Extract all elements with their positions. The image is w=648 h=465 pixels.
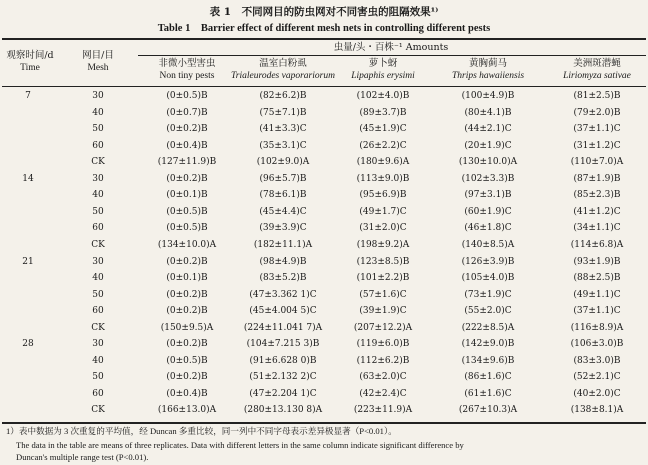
value-cell: (31±2.0)C	[359, 223, 407, 234]
mesh-cell: 30	[92, 91, 104, 101]
value-cell: (44±2.1)C	[464, 124, 512, 135]
value-cell: (223±11.9)A	[353, 405, 413, 416]
value-cell: (0±0.2)B	[166, 124, 208, 135]
mesh-cell: 40	[92, 355, 104, 366]
value-cell: (42±2.4)C	[359, 388, 407, 399]
mesh-cell: 50	[92, 124, 104, 135]
value-cell: (55±2.0)C	[464, 306, 512, 317]
value-cell: (73±1.9)C	[464, 289, 512, 300]
value-cell: (101±2.2)B	[356, 273, 410, 284]
header-rule	[2, 86, 646, 87]
value-cell: (0±0.2)B	[166, 306, 208, 317]
mesh-cell: CK	[91, 157, 105, 168]
value-cell: (116±8.9)A	[570, 322, 624, 333]
value-cell: (20±1.9)C	[464, 140, 512, 151]
mesh-cell: CK	[91, 239, 105, 250]
mesh-cell: 40	[92, 190, 104, 201]
pest-column-header	[331, 57, 435, 83]
value-cell: (51±2.132 2)C	[249, 372, 317, 383]
amount-rule	[138, 55, 646, 56]
value-cell: (37±1.1)C	[573, 306, 621, 317]
value-cell: (31±1.2)C	[573, 140, 621, 151]
value-cell: (180±9.6)A	[356, 157, 410, 168]
value-cell: (57±1.6)C	[359, 289, 407, 300]
value-cell: (119±6.0)B	[356, 339, 410, 350]
value-cell: (105±4.0)B	[461, 273, 515, 284]
value-cell: (142±9.0)B	[461, 339, 515, 350]
mesh-cell: 50	[92, 206, 104, 217]
value-cell: (0±0.5)B	[166, 206, 208, 217]
time-cell: 7	[25, 91, 31, 101]
value-cell: (88±2.5)B	[573, 273, 621, 284]
value-cell: (0±0.2)B	[166, 289, 208, 300]
value-cell: (98±4.9)B	[259, 256, 307, 267]
value-cell: (41±1.2)C	[573, 206, 621, 217]
value-cell: (130±10.0)A	[458, 157, 518, 168]
pest-name-cn: 美洲斑潜蝇	[573, 58, 621, 69]
value-cell: (79±2.0)B	[573, 107, 621, 118]
value-cell: (150±9.5)A	[160, 322, 214, 333]
value-cell: (85±2.3)B	[573, 190, 621, 201]
value-cell: (60±1.9)C	[464, 206, 512, 217]
value-cell: (0±0.4)B	[166, 388, 208, 399]
time-cell: 14	[22, 173, 34, 184]
time-header	[2, 49, 58, 75]
value-cell: (26±2.2)C	[359, 140, 407, 151]
value-cell: (140±8.5)A	[461, 239, 515, 250]
value-cell: (39±1.9)C	[359, 306, 407, 317]
footnote-en-line1: The data in the table are means of three replicates. Data with different letters in the same column indicate significant difference by	[16, 440, 464, 450]
mesh-cell: 30	[92, 173, 104, 184]
value-cell: (37±1.1)C	[573, 124, 621, 135]
mesh-cell: 60	[92, 223, 104, 234]
value-cell: (267±10.3)A	[458, 405, 518, 416]
value-cell: (45±1.9)C	[359, 124, 407, 135]
footnote-en-line2: Duncan's multiple range test (P<0.01).	[16, 452, 149, 462]
mesh-cell: 50	[92, 372, 104, 383]
mesh-cell: 30	[92, 256, 104, 267]
pest-column-header	[135, 57, 239, 83]
amount-header: 虫量/头・百株⁻¹ Amounts	[333, 42, 449, 53]
mesh-cell: 30	[92, 339, 104, 350]
value-cell: (182±11.1)A	[253, 239, 313, 250]
value-cell: (126±3.9)B	[461, 256, 515, 267]
value-cell: (100±4.9)B	[461, 91, 515, 101]
bottom-rule	[2, 422, 646, 424]
value-cell: (39±3.9)C	[259, 223, 307, 234]
value-cell: (80±4.1)B	[464, 107, 512, 118]
pest-name-en: Liriomyza sativae	[563, 71, 631, 81]
value-cell: (91±6.628 0)B	[249, 355, 317, 366]
value-cell: (87±1.9)B	[573, 173, 621, 184]
mesh-cell: 40	[92, 273, 104, 284]
value-cell: (0±0.5)B	[166, 355, 208, 366]
mesh-cell: CK	[91, 405, 105, 416]
value-cell: (224±11.041 7)A	[243, 322, 323, 333]
value-cell: (86±1.6)C	[464, 372, 512, 383]
value-cell: (106±3.0)B	[570, 339, 624, 350]
value-cell: (0±0.5)B	[166, 223, 208, 234]
mesh-cell: 60	[92, 140, 104, 151]
value-cell: (81±2.5)B	[573, 91, 621, 101]
value-cell: (123±8.5)B	[356, 256, 410, 267]
table-caption-cn: 表 1 不同网目的防虫网对不同害虫的阻隔效果¹⁾	[209, 6, 439, 18]
mesh-cell: 40	[92, 107, 104, 118]
pest-name-en: Non tiny pests	[159, 71, 215, 81]
pest-name-cn: 黄胸蓟马	[468, 58, 507, 69]
value-cell: (104±7.215 3)B	[246, 339, 320, 350]
value-cell: (96±5.7)B	[259, 173, 307, 184]
value-cell: (112±6.2)B	[356, 355, 410, 366]
value-cell: (207±12.2)A	[353, 322, 413, 333]
value-cell: (134±9.6)B	[461, 355, 515, 366]
time-header-en: Time	[20, 63, 40, 73]
pest-column-header	[545, 57, 648, 83]
value-cell: (0±0.2)B	[166, 339, 208, 350]
table-caption-en: Table 1 Barrier effect of different mesh nets in controlling different pests	[157, 23, 491, 34]
value-cell: (198±9.2)A	[356, 239, 410, 250]
value-cell: (102±3.3)B	[461, 173, 515, 184]
value-cell: (222±8.5)A	[461, 322, 515, 333]
value-cell: (110±7.0)A	[570, 157, 624, 168]
pest-name-cn: 非微小型害虫	[158, 58, 216, 69]
value-cell: (102±9.0)A	[256, 157, 310, 168]
mesh-cell: 50	[92, 289, 104, 300]
value-cell: (75±7.1)B	[259, 107, 307, 118]
value-cell: (93±1.9)B	[573, 256, 621, 267]
value-cell: (52±2.1)C	[573, 372, 621, 383]
pest-column-header	[436, 57, 540, 83]
value-cell: (134±10.0)A	[157, 239, 217, 250]
value-cell: (0±0.2)B	[166, 256, 208, 267]
value-cell: (0±0.1)B	[166, 190, 208, 201]
mesh-cell: CK	[91, 322, 105, 333]
value-cell: (113±9.0)B	[356, 173, 410, 184]
value-cell: (0±0.2)B	[166, 173, 208, 184]
value-cell: (47±3.362 1)C	[249, 289, 317, 300]
value-cell: (82±6.2)B	[259, 91, 307, 101]
value-cell: (78±6.1)B	[259, 190, 307, 201]
value-cell: (35±3.1)C	[259, 140, 307, 151]
value-cell: (83±3.0)B	[573, 355, 621, 366]
time-cell: 21	[22, 256, 34, 267]
value-cell: (89±3.7)B	[359, 107, 407, 118]
value-cell: (114±6.8)A	[570, 239, 624, 250]
value-cell: (0±0.1)B	[166, 273, 208, 284]
value-cell: (45±4.004 5)C	[249, 306, 317, 317]
top-rule	[2, 38, 646, 40]
value-cell: (166±13.0)A	[157, 405, 217, 416]
value-cell: (0±0.2)B	[166, 372, 208, 383]
value-cell: (61±1.6)C	[464, 388, 512, 399]
value-cell: (127±11.9)B	[157, 157, 217, 168]
value-cell: (63±2.0)C	[359, 372, 407, 383]
pest-name-en: Trialeurodes vaporariorum	[231, 71, 335, 81]
mesh-header-en: Mesh	[87, 63, 109, 73]
value-cell: (95±6.9)B	[359, 190, 407, 201]
value-cell: (41±3.3)C	[259, 124, 307, 135]
value-cell: (40±2.0)C	[573, 388, 621, 399]
pest-name-cn: 温室白粉虱	[259, 58, 307, 69]
pest-name-cn: 萝卜蚜	[368, 58, 398, 69]
value-cell: (0±0.5)B	[166, 91, 208, 101]
value-cell: (83±5.2)B	[259, 273, 307, 284]
footnote-cn: 1）表中数据为 3 次重复的平均值，经 Duncan 多重比较，同一列中不同字母表示差异极显著（P<0.01）。	[6, 426, 397, 436]
mesh-cell: 60	[92, 388, 104, 399]
value-cell: (46±1.8)C	[464, 223, 512, 234]
pest-name-en: Lipaphis erysimi	[351, 71, 415, 81]
pest-column-header	[231, 57, 335, 83]
mesh-cell: 60	[92, 306, 104, 317]
value-cell: (49±1.7)C	[359, 206, 407, 217]
time-cell: 28	[22, 339, 34, 350]
pest-name-en: Thrips hawaiiensis	[451, 71, 525, 81]
value-cell: (102±4.0)B	[356, 91, 410, 101]
value-cell: (34±1.1)C	[573, 223, 621, 234]
value-cell: (280±13.130 8)A	[243, 405, 323, 416]
time-header-cn: 观察时间/d	[6, 50, 54, 61]
value-cell: (49±1.1)C	[573, 289, 621, 300]
value-cell: (138±8.1)A	[570, 405, 624, 416]
value-cell: (97±3.1)B	[464, 190, 512, 201]
value-cell: (47±2.204 1)C	[249, 388, 317, 399]
mesh-header-cn: 网目/目	[82, 50, 114, 61]
mesh-header	[68, 49, 128, 75]
value-cell: (45±4.4)C	[259, 206, 307, 217]
value-cell: (0±0.7)B	[166, 107, 208, 118]
value-cell: (0±0.4)B	[166, 140, 208, 151]
